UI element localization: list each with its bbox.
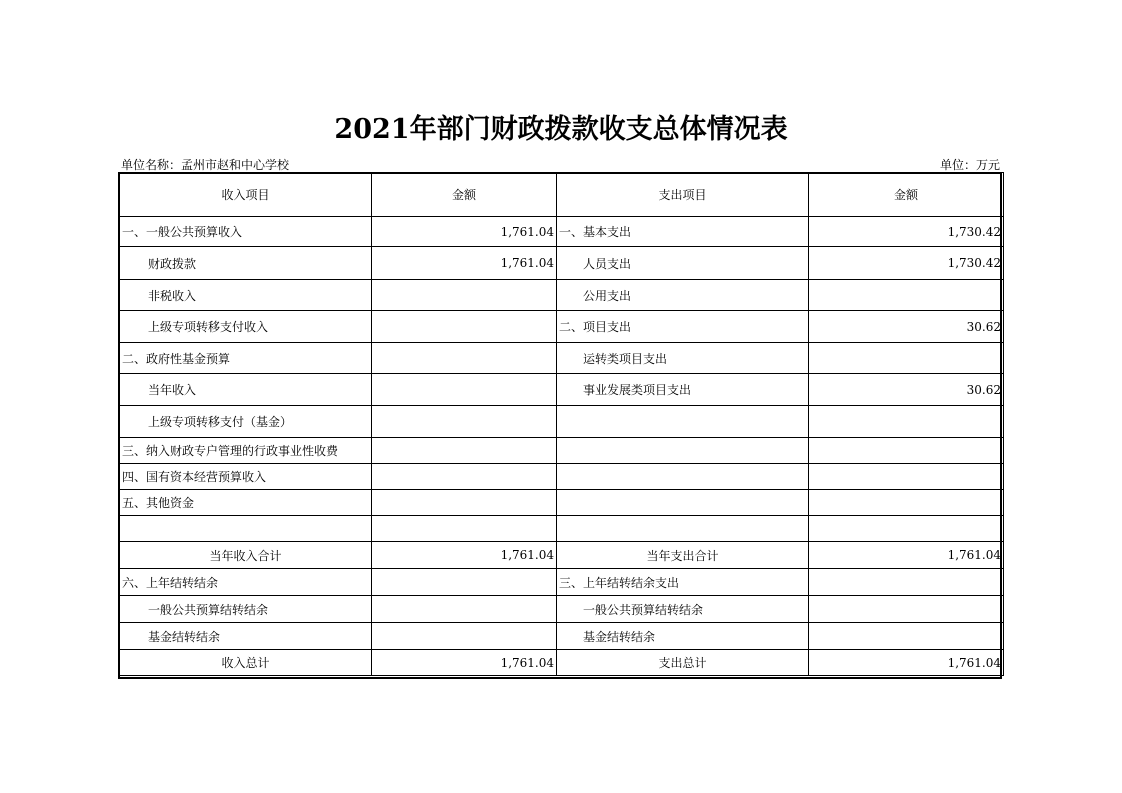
table-row <box>120 247 1004 280</box>
income-item: 一、一般公共预算收入 <box>120 217 372 247</box>
expense-item: 基金结转结余 <box>557 623 809 650</box>
expense-item: 事业发展类项目支出 <box>557 374 809 406</box>
expense-item: 三、上年结转结余支出 <box>557 569 809 596</box>
income-amount <box>372 569 557 596</box>
expense-subtotal-amount: 1,761.04 <box>809 542 1004 569</box>
table-row <box>120 490 1004 516</box>
expense-item <box>557 464 809 490</box>
income-amount <box>372 280 557 311</box>
table-row <box>120 516 1004 542</box>
income-item: 非税收入 <box>120 280 372 311</box>
income-amount <box>372 490 557 516</box>
header-expense-item: 支出项目 <box>557 173 809 217</box>
income-amount: 1,761.04 <box>372 247 557 280</box>
income-item: 五、其他资金 <box>120 490 372 516</box>
income-item: 上级专项转移支付（基金） <box>120 406 372 438</box>
expense-item: 运转类项目支出 <box>557 343 809 374</box>
table-row <box>120 311 1004 343</box>
expense-item: 公用支出 <box>557 280 809 311</box>
expense-amount: 30.62 <box>809 311 1004 343</box>
table-row <box>120 650 1004 676</box>
expense-item: 人员支出 <box>557 247 809 280</box>
income-total-amount: 1,761.04 <box>372 650 557 676</box>
expense-amount <box>809 596 1004 623</box>
income-item: 当年收入 <box>120 374 372 406</box>
expense-amount: 1,730.42 <box>809 217 1004 247</box>
income-amount <box>372 623 557 650</box>
currency-unit-label: 单位：万元 <box>939 158 1000 172</box>
income-subtotal-amount: 1,761.04 <box>372 542 557 569</box>
income-total-label: 收入总计 <box>120 650 372 676</box>
expense-amount <box>809 569 1004 596</box>
unit-name-label: 单位名称：孟州市赵和中心学校 <box>121 158 290 172</box>
expense-total-amount: 1,761.04 <box>809 650 1004 676</box>
table-row <box>120 464 1004 490</box>
expense-item: 一般公共预算结转结余 <box>557 596 809 623</box>
expense-subtotal-label: 当年支出合计 <box>557 542 809 569</box>
page-title: 2021年部门财政拨款收支总体情况表 <box>334 114 788 145</box>
income-item: 上级专项转移支付收入 <box>120 311 372 343</box>
table-row <box>120 280 1004 311</box>
table-row <box>120 374 1004 406</box>
expense-amount <box>809 490 1004 516</box>
table-row <box>120 217 1004 247</box>
finance-summary-table <box>119 172 1004 676</box>
income-amount: 1,761.04 <box>372 217 557 247</box>
table-row <box>120 596 1004 623</box>
table-row <box>120 438 1004 464</box>
table-row <box>120 623 1004 650</box>
header-income-item: 收入项目 <box>120 173 372 217</box>
expense-item <box>557 406 809 438</box>
table-row <box>120 542 1004 569</box>
expense-amount <box>809 343 1004 374</box>
income-item: 财政拨款 <box>120 247 372 280</box>
header-income-amount: 金额 <box>372 173 557 217</box>
expense-item <box>557 438 809 464</box>
income-amount <box>372 464 557 490</box>
income-subtotal-label: 当年收入合计 <box>120 542 372 569</box>
expense-amount <box>809 464 1004 490</box>
expense-total-label: 支出总计 <box>557 650 809 676</box>
income-amount <box>372 406 557 438</box>
expense-amount: 1,730.42 <box>809 247 1004 280</box>
expense-item: 二、项目支出 <box>557 311 809 343</box>
income-item: 二、政府性基金预算 <box>120 343 372 374</box>
income-amount <box>372 311 557 343</box>
expense-item <box>557 490 809 516</box>
expense-item <box>557 516 809 542</box>
table-header-row <box>120 173 1004 217</box>
table-row <box>120 569 1004 596</box>
income-amount <box>372 596 557 623</box>
income-item: 一般公共预算结转结余 <box>120 596 372 623</box>
expense-amount: 30.62 <box>809 374 1004 406</box>
table-row <box>120 406 1004 438</box>
income-amount <box>372 374 557 406</box>
income-amount <box>372 438 557 464</box>
income-amount <box>372 516 557 542</box>
income-amount <box>372 343 557 374</box>
expense-amount <box>809 438 1004 464</box>
income-item: 四、国有资本经营预算收入 <box>120 464 372 490</box>
expense-amount <box>809 406 1004 438</box>
expense-item: 一、基本支出 <box>557 217 809 247</box>
table-row <box>120 343 1004 374</box>
header-expense-amount: 金额 <box>809 173 1004 217</box>
income-item: 六、上年结转结余 <box>120 569 372 596</box>
expense-amount <box>809 623 1004 650</box>
income-item: 三、纳入财政专户管理的行政事业性收费 <box>120 438 372 464</box>
expense-amount <box>809 516 1004 542</box>
income-item: 基金结转结余 <box>120 623 372 650</box>
income-item <box>120 516 372 542</box>
expense-amount <box>809 280 1004 311</box>
